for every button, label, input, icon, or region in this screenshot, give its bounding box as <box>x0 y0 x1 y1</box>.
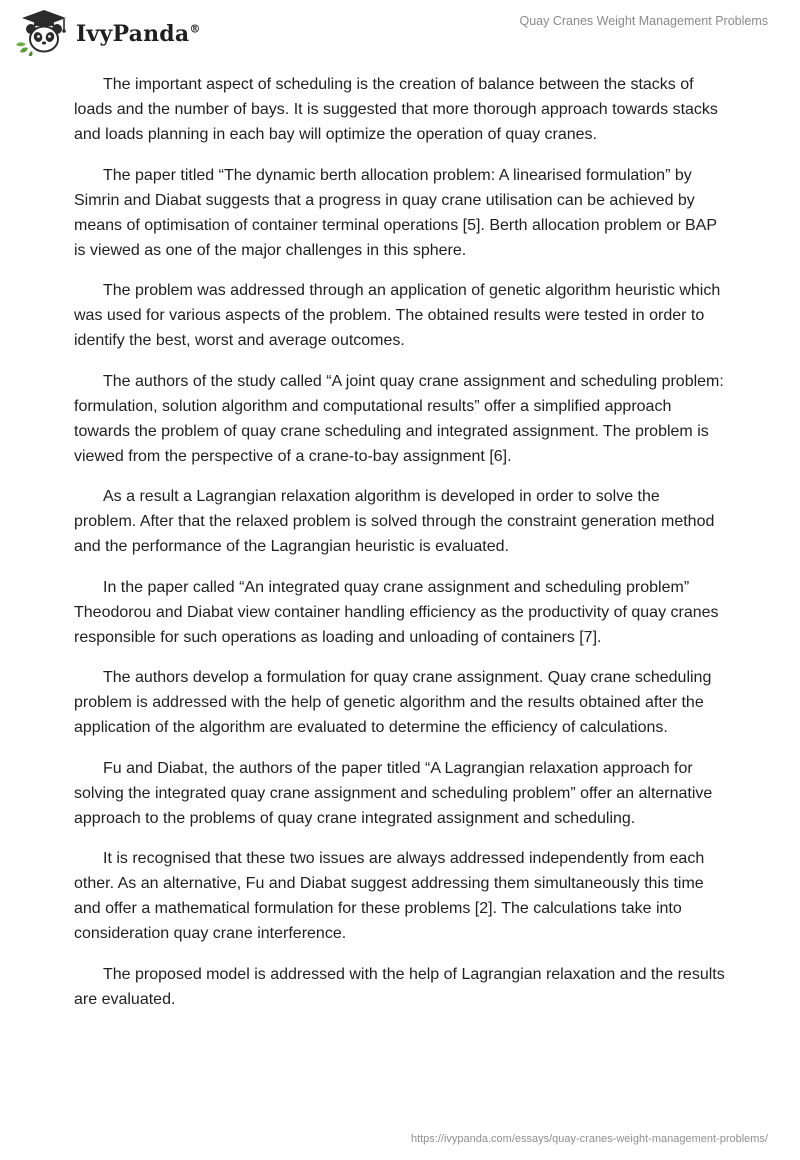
panda-graduate-icon <box>14 8 74 56</box>
source-url[interactable]: https://ivypanda.com/essays/quay-cranes-weight-management-problems/ <box>410 1133 768 1145</box>
paragraph: The paper titled “The dynamic berth allocation problem: A linearised formulation” by Simrin and Diabat suggests that a progress in quay crane utilisation can be achieved by means of optimisation of container terminal operations [5]. Berth allocation problem or BAP is viewed as one of the major challenges in this sphere. <box>74 166 717 259</box>
paragraph: In the paper called “An integrated quay crane assignment and scheduling problem” Theodorou and Diabat view container handling efficiency as the productivity of quay cranes responsible for such operations as loading and unloading of containers [7]. <box>74 578 719 646</box>
essay-body <box>74 72 726 1027</box>
paragraph: The important aspect of scheduling is the creation of balance between the stacks of loads and the number of bays. It is suggested that more thorough approach towards stacks and loads planning in each bay will optimize the operation of quay cranes. <box>74 76 718 143</box>
page-header <box>0 0 800 60</box>
paragraph: The problem was addressed through an application of genetic algorithm heuristic which was used for various aspects of the problem. The obtained results were tested in order to identify the best, worst and average outcomes. <box>74 282 721 349</box>
document-title: Quay Cranes Weight Management Problems <box>519 14 768 28</box>
paragraph: The authors of the study called “A joint quay crane assignment and scheduling problem: formulation, solution algorithm and computational results” offer a simplified approach towards the problem of quay crane scheduling and integrated assignment. The problem is viewed from the perspective of a crane-to-bay assignment [6]. <box>74 372 724 465</box>
paragraph: The proposed model is addressed with the help of Lagrangian relaxation and the results are evaluated. <box>74 965 725 1008</box>
paragraph: It is recognised that these two issues are always addressed independently from each other. As an alternative, Fu and Diabat suggest addressing them simultaneously this time and offer a mathematical formulation for these problems [2]. The calculations take into consideration quay crane interference. <box>74 850 705 942</box>
paragraph: Fu and Diabat, the authors of the paper titled “A Lagrangian relaxation approach for solving the integrated quay crane assignment and scheduling problem” offer an alternative approach to the problems of quay crane integrated assignment and scheduling. <box>74 759 713 827</box>
brand-name: IvyPanda® <box>76 21 201 47</box>
paragraph: As a result a Lagrangian relaxation algorithm is developed in order to solve the problem. After that the relaxed problem is solved through the constraint generation method and the performance of the Lagrangian heuristic is evaluated. <box>74 488 715 555</box>
paragraph: The authors develop a formulation for quay crane assignment. Quay crane scheduling problem is addressed with the help of genetic algorithm and the results obtained after the application of the algorithm are evaluated to determine the efficiency of calculations. <box>74 669 712 736</box>
ivypanda-logo[interactable] <box>14 8 201 56</box>
